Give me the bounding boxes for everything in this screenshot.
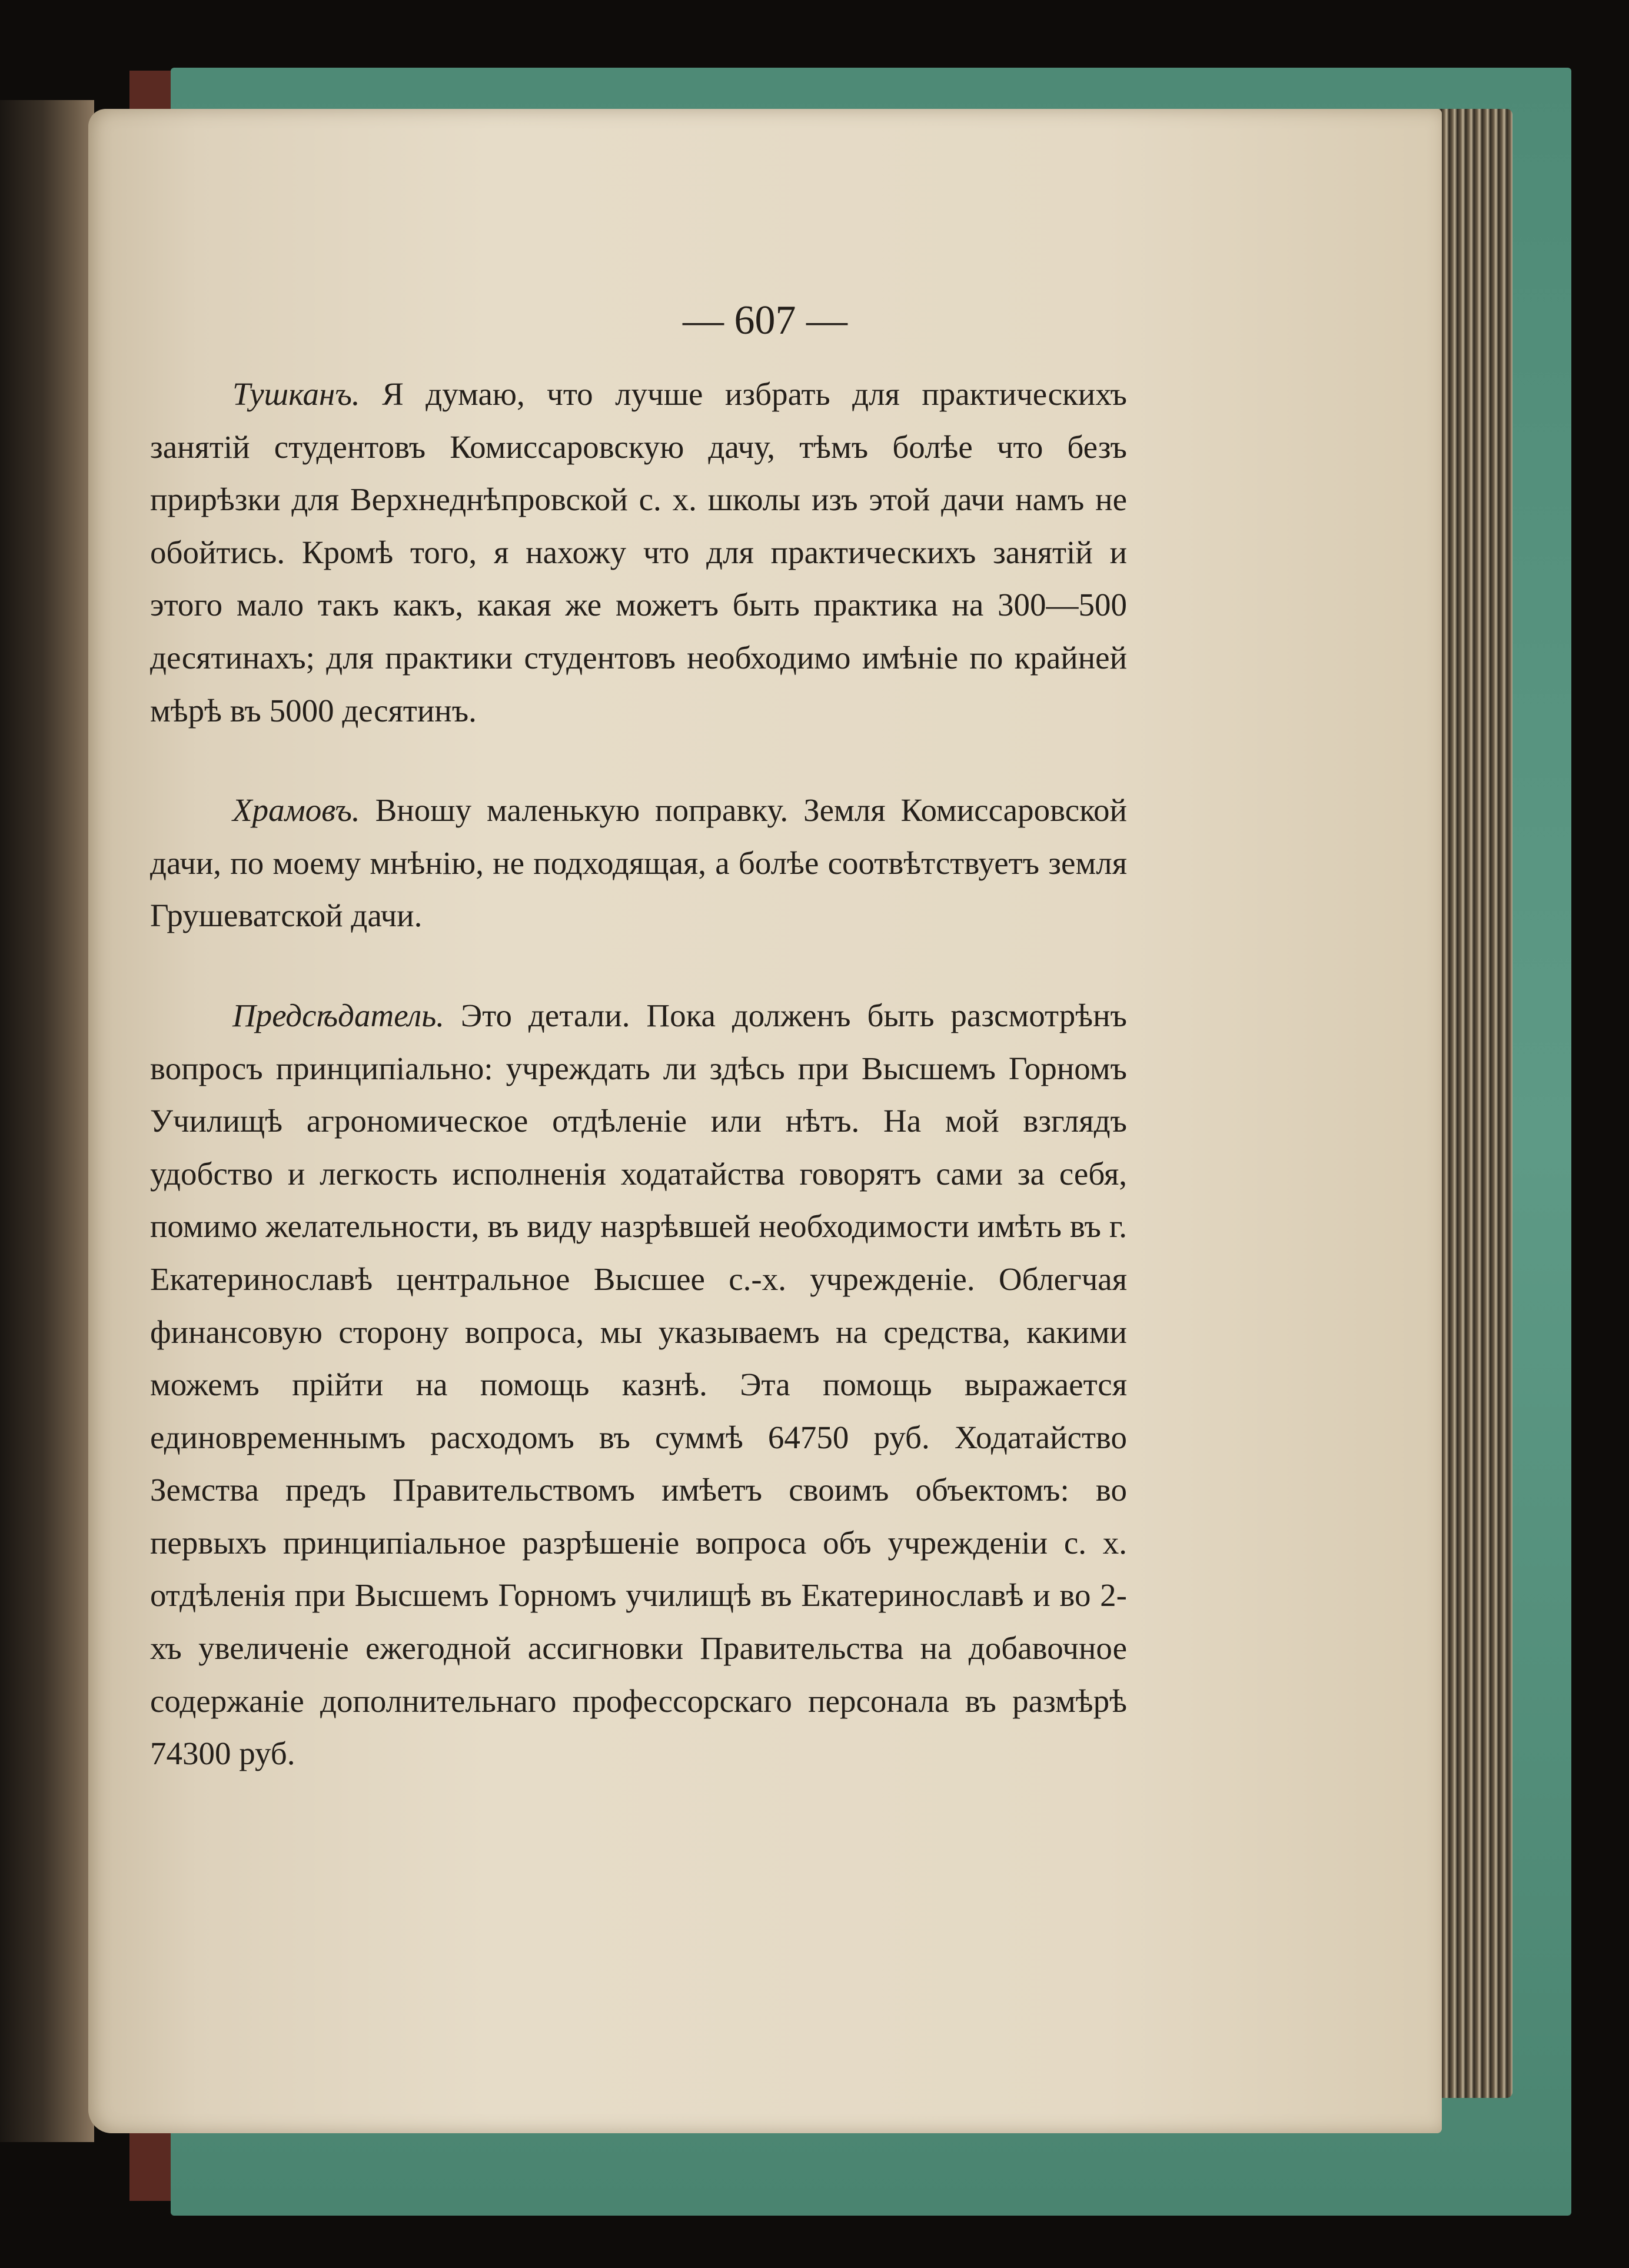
speaker-name: Предсѣдатель. — [232, 997, 445, 1033]
paragraph-text: Я думаю, что лучше избрать для практическихъ занятій студентовъ Комиссаровскую дачу, тѣмъ болѣе что безъ прирѣзки для Верхнеднѣпровской с. х. школы изъ этой дачи намъ не обойтись. Кромѣ того, я нахожу что для практическихъ занятій и этого мало такъ какъ, какая же можетъ быть практика на 300—500 десятинахъ; для практики студентовъ необходимо имѣніе по крайней мѣрѣ въ 5000 десятинъ. — [150, 376, 1127, 729]
speaker-name: Храмовъ. — [232, 792, 360, 829]
speaker-name: Тушканъ. — [232, 376, 360, 412]
paragraph-text: Это детали. Пока долженъ быть разсмотрѣнъ вопросъ принципіально: учреждать ли здѣсь при Высшемъ Горномъ Училищѣ агрономическое отдѣленіе или нѣтъ. На мой взглядъ удобство и легкость исполненія ходатайства говорятъ сами за себя, помимо желательности, въ виду назрѣвшей необходимости имѣть въ г. Екатеринославѣ центральное Высшее с.-х. учрежденіе. Облегчая финансовую сторону вопроса, мы указываемъ на средства, какими можемъ прійти на помощь казнѣ. Эта помощь выражается единовременнымъ расходомъ въ суммѣ 64750 руб. Ходатайство Земства предъ Правительствомъ имѣетъ своимъ объектомъ: во первыхъ принципіальное разрѣшеніе вопроса объ учрежденіи с. х. отдѣленія при Высшемъ Горномъ училищѣ въ Екатеринославѣ и во 2-хъ увеличеніе ежегодной ассигновки Правительства на добавочное содержаніе дополнительнаго профессорскаго персонала въ размѣрѣ 74300 руб. — [150, 997, 1127, 1772]
paragraph-text: Вношу маленькую поправку. Земля Комиссаровской дачи, по моему мнѣнію, не подходящая, а болѣе соотвѣтствуетъ земля Грушеватской дачи. — [150, 792, 1127, 934]
paragraph-tushkan — [150, 368, 1127, 737]
page-number: — 607 — — [683, 298, 847, 343]
book-page — [88, 109, 1442, 2133]
paragraph-khramov — [150, 784, 1127, 942]
paragraph-chairman — [150, 989, 1127, 1780]
left-book-edge — [0, 100, 94, 2142]
page-text — [150, 368, 1127, 1780]
